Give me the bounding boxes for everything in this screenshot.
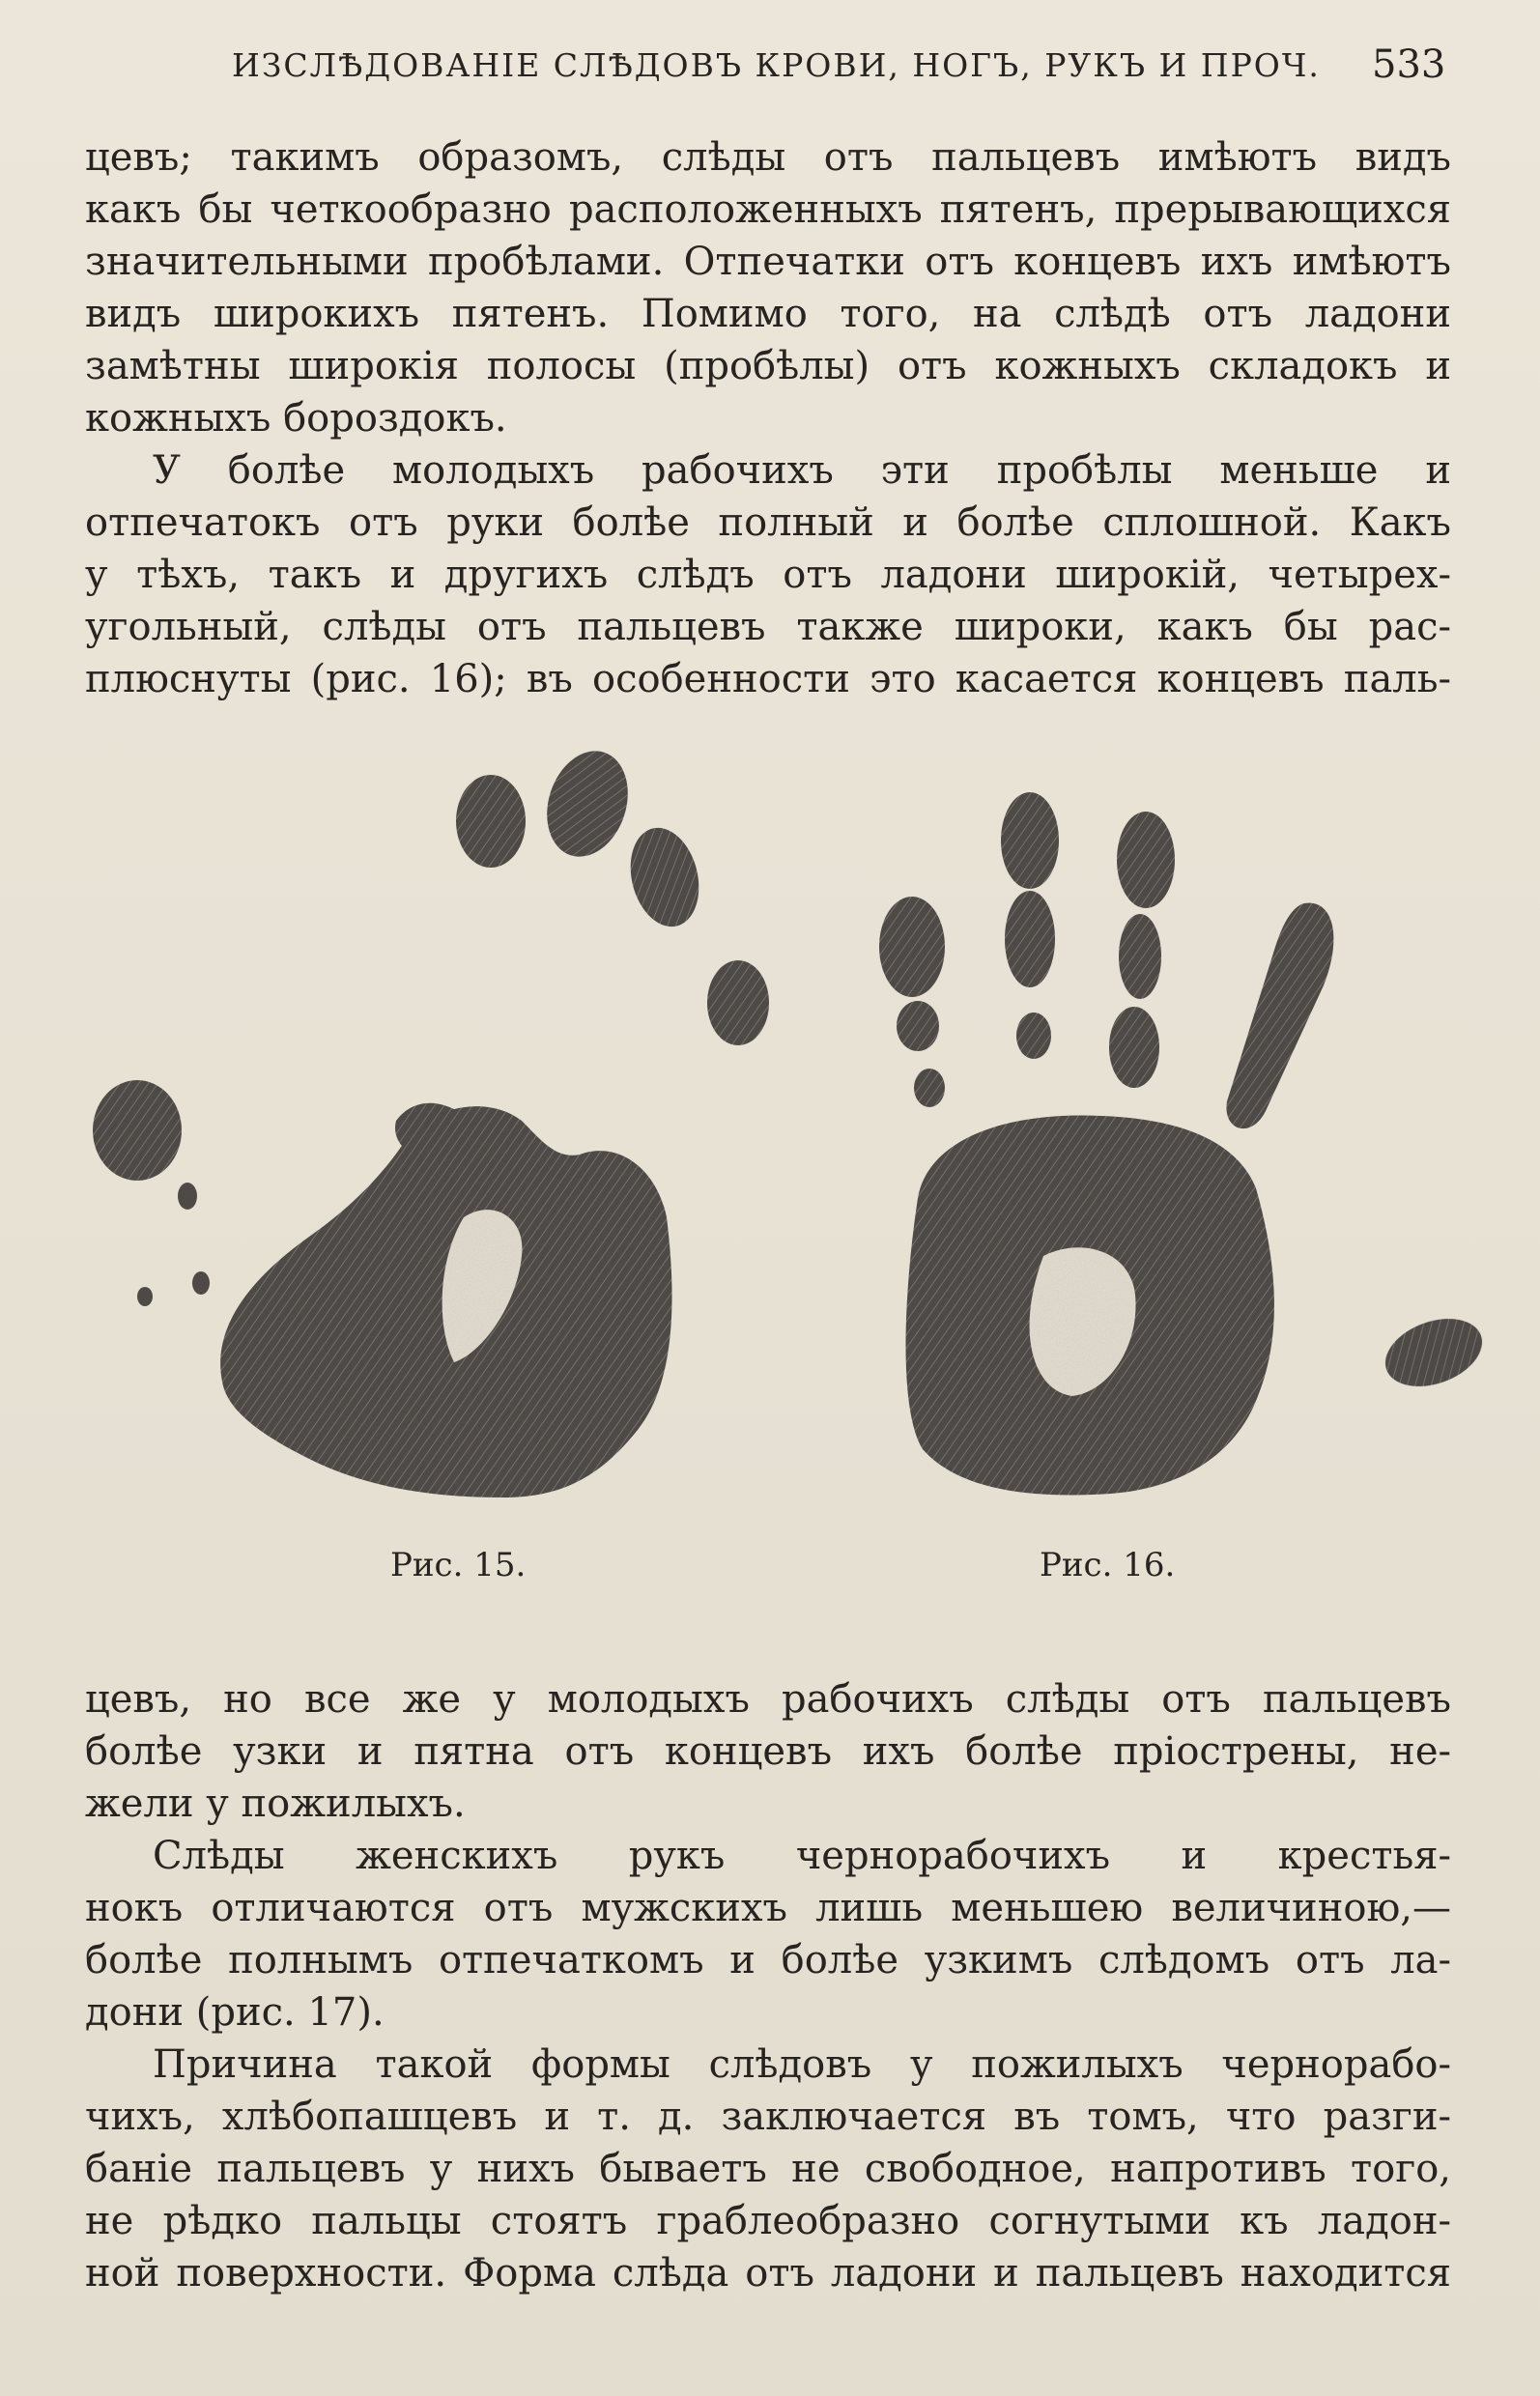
fingertip-print	[707, 960, 769, 1045]
finger-segment-print	[1001, 792, 1059, 889]
text-line: угольный, слѣды отъ пальцевъ также широки, какъ бы рас-	[85, 605, 1451, 649]
text-line: какъ бы четкообразно расположенныхъ пятенъ, прерывающихся	[85, 187, 1451, 232]
figures-area	[0, 715, 1540, 1546]
finger-segment-print	[1005, 891, 1055, 987]
handprint-illustrations	[0, 715, 1540, 1546]
print-fragment	[178, 1183, 197, 1210]
fingertip-print	[534, 740, 642, 867]
text-line: замѣтны широкія полосы (пробѣлы) отъ кожныхъ складокъ и	[85, 344, 1451, 388]
finger-segment-print	[1109, 1007, 1159, 1088]
text-line: видъ широкихъ пятенъ. Помимо того, на слѣдѣ отъ ладони	[85, 292, 1451, 336]
text-line: Причина такой формы слѣдовъ у пожилыхъ чернорабо-	[153, 2042, 1451, 2087]
running-title: ИЗСЛѢДОВАНІЕ СЛѢДОВЪ КРОВИ, НОГЪ, РУКЪ И ПРОЧ.	[232, 46, 1321, 84]
text-line: болѣе узки и пятна отъ концевъ ихъ болѣе пріострены, не-	[85, 1729, 1451, 1774]
finger-segment-print	[1016, 1013, 1051, 1059]
text-line: не рѣдко пальцы стоятъ граблеобразно согнутыми къ ладон-	[85, 2199, 1451, 2243]
fingertip-print	[620, 820, 708, 933]
text-line: баніе пальцевъ у нихъ бываетъ не свободное, напротивъ того,	[85, 2147, 1451, 2191]
text-line: отпечатокъ отъ руки болѣе полный и болѣе сплошной. Какъ	[85, 500, 1451, 545]
text-line: кожныхъ бороздокъ.	[85, 396, 507, 441]
text-line: цевъ, но все же у молодыхъ рабочихъ слѣды отъ пальцевъ	[85, 1677, 1451, 1722]
text-line: цевъ; такимъ образомъ, слѣды отъ пальцевъ имѣютъ видъ	[85, 135, 1451, 180]
figure-15-caption: Рис. 15.	[390, 1546, 527, 1584]
figure-15-handprint	[93, 740, 769, 1498]
text-line: нокъ отличаются отъ мужскихъ лишь меньшею величиною,—	[85, 1886, 1451, 1930]
text-line: дони (рис. 17).	[85, 1990, 385, 2035]
text-line: у тѣхъ, такъ и другихъ слѣдъ отъ ладони широкій, четырех-	[85, 553, 1451, 597]
finger-segment-print	[879, 897, 945, 997]
finger-segment-print	[1117, 812, 1175, 908]
text-block-bottom	[85, 1673, 1451, 2299]
text-line: У болѣе молодыхъ рабочихъ эти пробѣлы меньше и	[153, 448, 1451, 493]
fingertip-print	[93, 1080, 182, 1181]
print-fragment	[192, 1271, 210, 1295]
finger-segment-print	[914, 1069, 945, 1107]
text-line: чихъ, хлѣбопашцевъ и т. д. заключается въ томъ, что разги-	[85, 2095, 1451, 2139]
print-fragment	[137, 1287, 153, 1306]
print-fragment	[1376, 1306, 1492, 1399]
little-finger-print	[1226, 903, 1333, 1129]
text-line: болѣе полнымъ отпечаткомъ и болѣе узкимъ слѣдомъ отъ ла-	[85, 1938, 1451, 1982]
figure-16-handprint	[879, 792, 1492, 1495]
text-line: Слѣды женскихъ рукъ чернорабочихъ и крестья-	[153, 1834, 1451, 1878]
text-line: значительными пробѣлами. Отпечатки отъ концевъ ихъ имѣютъ	[85, 240, 1451, 284]
text-line: плюснуты (рис. 16); въ особенности это касается концевъ паль-	[85, 657, 1451, 701]
text-block-top	[85, 131, 1451, 705]
finger-segment-print	[897, 1001, 939, 1051]
text-line: ной поверхности. Форма слѣда отъ ладони и пальцевъ находится	[85, 2251, 1451, 2296]
figure-16-caption: Рис. 16.	[1040, 1546, 1176, 1584]
text-line: жели у пожилыхъ.	[85, 1782, 466, 1826]
finger-segment-print	[1119, 914, 1161, 999]
fingertip-print	[456, 775, 526, 868]
page-number: 533	[1372, 43, 1446, 87]
